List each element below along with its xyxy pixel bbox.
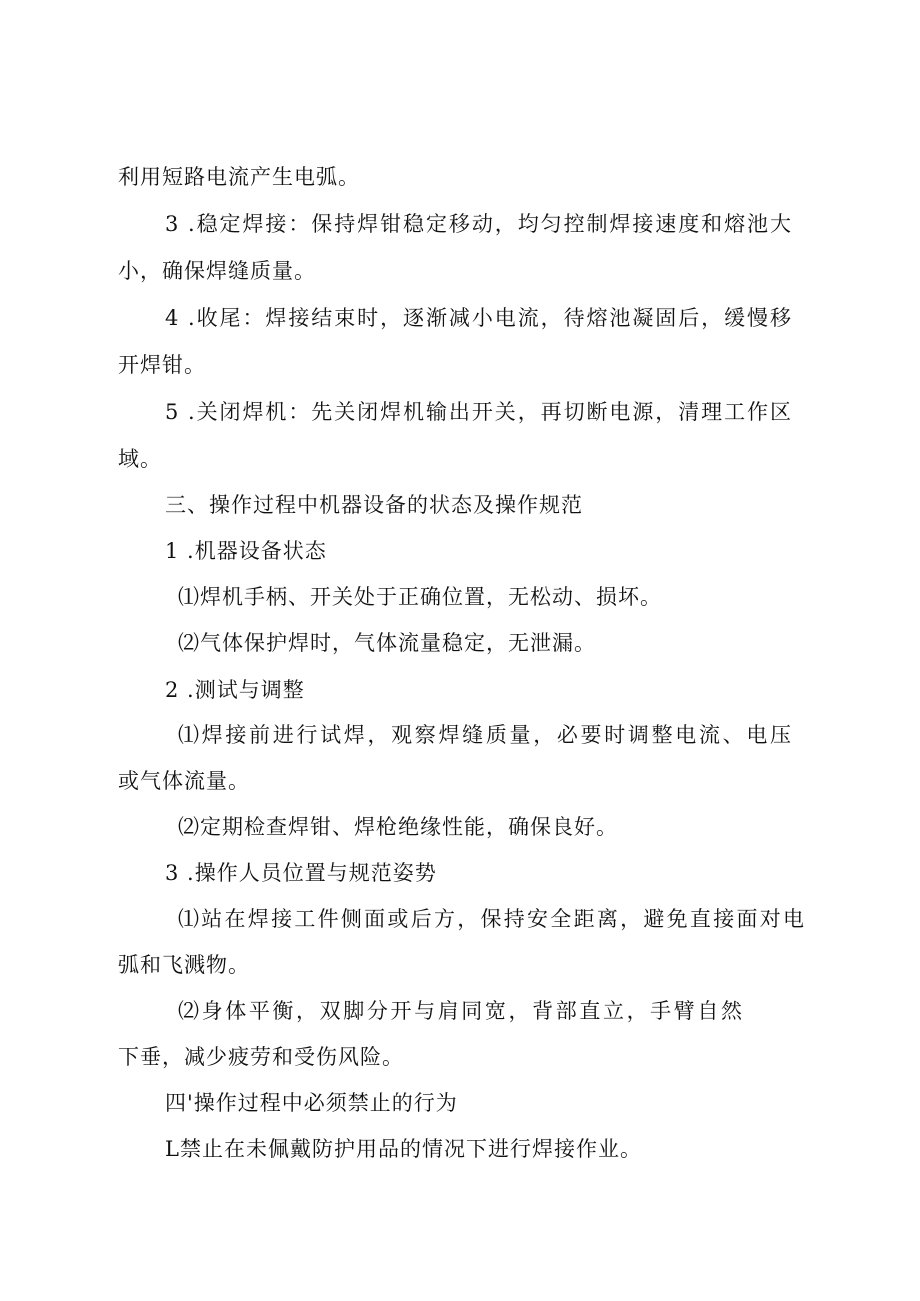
section-heading-4: 四'操作过程中必须禁止的行为	[165, 1091, 458, 1115]
text-line: 小，确保焊缝质量。	[118, 259, 316, 283]
subsection-heading-operator-position: 3 .操作人员位置与规范姿势	[165, 861, 437, 885]
text-line: 或气体流量。	[118, 769, 250, 793]
list-item: ⑴焊机手柄、开关处于正确位置，无松动、损坏。	[178, 585, 662, 609]
list-item-shutdown: 5 .关闭焊机：先关闭焊机输出开关，再切断电源，清理工作区	[165, 400, 792, 424]
list-item: ⑵身体平衡，双脚分开与肩同宽，背部直立，手臂自然	[178, 999, 743, 1023]
text-line: 域。	[118, 447, 162, 471]
list-item: ⑵定期检查焊钳、焊枪绝缘性能，确保良好。	[178, 815, 618, 839]
subsection-heading-testing: 2 .测试与调整	[165, 678, 305, 702]
text-line: 利用短路电流产生电弧。	[118, 165, 360, 189]
section-heading-3: 三、操作过程中机器设备的状态及操作规范	[165, 493, 583, 517]
list-item: ⑴站在焊接工件侧面或后方，保持安全距离，避免直接面对电	[178, 907, 805, 931]
list-item: ⑴焊接前进行试焊，观察焊缝质量，必要时调整电流、电压	[178, 723, 792, 747]
list-item: ⑵气体保护焊时，气体流量稳定，无泄漏。	[178, 631, 596, 655]
subsection-heading-equipment-state: 1 .机器设备状态	[165, 539, 327, 563]
text-line: 下垂，减少疲劳和受伤风险。	[118, 1045, 404, 1069]
text-line: 弧和飞溅物。	[118, 953, 250, 977]
list-item-stable-welding: 3 .稳定焊接：保持焊钳稳定移动，均匀控制焊接速度和熔池大	[165, 212, 792, 236]
list-item: L禁止在未佩戴防护用品的情况下进行焊接作业。	[165, 1137, 642, 1161]
list-item-finishing: 4 .收尾：焊接结束时，逐渐减小电流，待熔池凝固后，缓慢移	[165, 306, 792, 330]
text-line: 开焊钳。	[118, 353, 206, 377]
